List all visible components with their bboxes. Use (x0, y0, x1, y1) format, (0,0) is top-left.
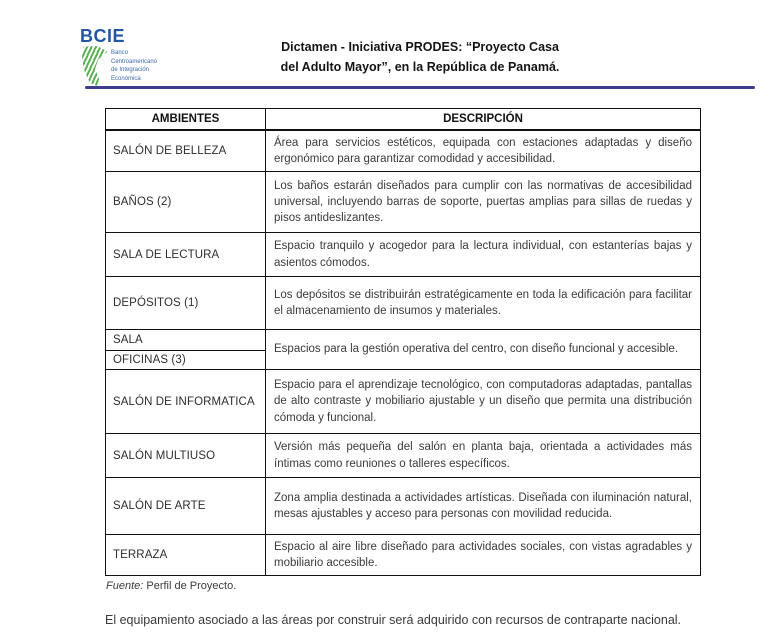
ambiente-cell: BAÑOS (2) (106, 172, 266, 233)
descripcion-cell: Espacio tranquilo y acogedor para la lectura individual, con estanterías bajas y asientos cómodos. (266, 233, 701, 277)
page-title-line2: del Adulto Mayor”, en la República de Panamá. (280, 60, 560, 74)
table-row (106, 370, 701, 434)
bcie-logo-acronym: BCIE (80, 26, 126, 46)
ambiente-cell: SALÓN MULTIUSO (106, 434, 266, 478)
bcie-logo-text-line: Centroamericano (111, 58, 158, 65)
table-row (106, 130, 701, 172)
ambiente-cell-sala: SALA (106, 330, 266, 351)
bcie-logo-text-line: de Integración (111, 67, 150, 74)
ambiente-cell: DEPÓSITOS (1) (106, 277, 266, 330)
bcie-logo-text-line: Banco (111, 50, 129, 56)
descripcion-cell: Versión más pequeña del salón en planta baja, orientada a actividades más íntimas como reuniones o talleres específicos. (266, 434, 701, 478)
table-row (106, 330, 701, 351)
table-row (106, 535, 701, 576)
table-row (106, 277, 701, 330)
source-note-text: Perfil de Proyecto. (143, 580, 237, 593)
ambiente-cell: SALÓN DE BELLEZA (106, 130, 266, 172)
column-header-descripcion: DESCRIPCIÓN (266, 109, 701, 130)
table-row (106, 434, 701, 478)
descripcion-cell: Espacio al aire libre diseñado para actividades sociales, con vistas agradables y mobiliario accesible. (266, 535, 701, 576)
descripcion-cell: Espacio para el aprendizaje tecnológico, con computadoras adaptadas, pantallas de alto contraste y mobiliario ajustable y un diseño que permita una distribución cómoda y funcional. (266, 370, 701, 434)
descripcion-cell: Los depósitos se distribuirán estratégicamente en toda la edificación para facilitar el almacenamiento de insumos y materiales. (266, 277, 701, 330)
main-content (105, 108, 707, 629)
bcie-logo (80, 27, 200, 86)
bcie-logo-text (111, 49, 157, 86)
column-header-ambientes: AMBIENTES (106, 109, 266, 130)
body-paragraph: El equipamiento asociado a las áreas por construir será adquirido con recursos de contraparte nacional. (105, 613, 682, 628)
ambientes-table (105, 108, 701, 576)
table-row (106, 172, 701, 233)
source-note (106, 580, 707, 592)
page-title (240, 37, 600, 77)
bcie-map-icon (82, 46, 108, 86)
ambiente-cell: SALÓN DE ARTE (106, 478, 266, 535)
table-header-row (106, 109, 701, 130)
descripcion-cell: Los baños estarán diseñados para cumplir con las normativas de accesibilidad universal, incluyendo barras de soporte, puertas amplias para sillas de ruedas y pisos antideslizantes. (266, 172, 701, 233)
source-note-label: Fuente: (106, 580, 144, 593)
ambiente-cell: TERRAZA (106, 535, 266, 576)
bcie-logo-text-line: Económica (111, 76, 141, 83)
header-divider (85, 86, 755, 89)
table-row (106, 233, 701, 277)
descripcion-cell: Espacios para la gestión operativa del centro, con diseño funcional y accesible. (266, 330, 701, 370)
descripcion-cell: Área para servicios estéticos, equipada con estaciones adaptadas y diseño ergonómico para garantizar comodidad y accesibilidad. (266, 130, 701, 172)
page-title-line1: Dictamen - Iniciativa PRODES: “Proyecto Casa (281, 40, 559, 54)
ambiente-cell: SALA DE LECTURA (106, 233, 266, 277)
table-row (106, 478, 701, 535)
ambiente-cell: SALÓN DE INFORMATICA (106, 370, 266, 434)
descripcion-cell: Zona amplia destinada a actividades artísticas. Diseñada con iluminación natural, mesas ajustables y acceso para personas con movilidad reducida. (266, 478, 701, 535)
ambiente-cell-oficinas: OFICINAS (3) (106, 351, 266, 370)
